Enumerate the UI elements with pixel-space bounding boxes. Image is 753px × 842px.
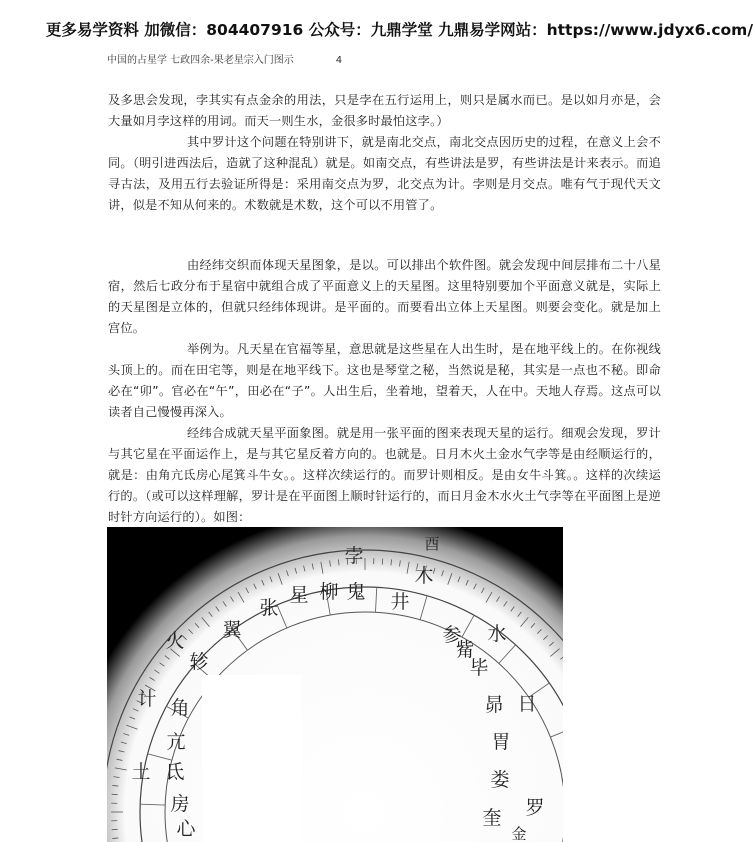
mansion-mao: 昴 [484, 694, 504, 716]
planet-label-you: 酉 [424, 535, 440, 553]
header-banner: 更多易学资料 加微信：804407916 公众号：九鼎学堂 九鼎易学网站：https://www.jdyx6.com/ [45, 21, 753, 39]
planet-label-shui: 水 [487, 623, 507, 645]
paragraph-4: 举例为。凡天星在官福等星，意思就是这些星在人出生时，是在地平线上的。在你视线头顶上的。而在田宅等，则是在地平线下。这也是琴堂之秘，当然说是秘，其实是一点也不秘。即命必在“卯”。官必在“午”，田必在“子”。人出生后，坐着地，望着天，人在中。天地人存焉。这点可以读者自己慢慢再深入。 [108, 342, 661, 419]
planet-label-luo: 罗 [525, 797, 545, 819]
paragraph-3: 由经纬交织而体现天星图象，是以。可以排出个软件图。就会发现中间层排布二十八星宿，然后七政分布于星宿中就组合成了平面意义上的天星图。这里特别要加个平面意义就是，实际上的天星图是立体的，但就只经纬体现讲。是平面的。而要看出立体上天星图。则要会变化。就是加上宫位。 [108, 258, 661, 335]
mansion-fang: 房 [170, 793, 190, 815]
text-block-upper [108, 90, 661, 216]
mansion-jiao: 角 [170, 697, 190, 719]
mansion-zhen: 轸 [189, 651, 209, 673]
mansion-di: 氐 [165, 761, 185, 783]
page-number: 4 [335, 55, 343, 66]
mansion-gui: 鬼 [346, 581, 366, 603]
planet-label-huo: 火 [165, 630, 185, 652]
paragraph-2: 其中罗计这个问题在特别讲下，就是南北交点，南北交点因历史的过程，在意义上会不同。（明引进西法后，造就了这种混乱）就是。如南交点，有些讲法是罗，有些讲法是计来表示。而追寻古法，及用五行去验证所得是：采用南交点为罗，北交点为计。孛则是月交点。唯有气于现代天文讲，似是不知从何来的。术数就是术数，这个可以不用管了。 [108, 135, 661, 212]
running-head-title: 中国的占星学 七政四余-果老星宗入门图示 [107, 55, 294, 66]
text-block-lower [108, 255, 661, 528]
mansion-jing: 井 [390, 591, 410, 613]
mansion-jin: 金 [511, 825, 527, 842]
mansion-liu: 柳 [319, 581, 339, 603]
center-blank [202, 675, 302, 842]
planet-label-ji: 计 [137, 688, 157, 710]
star-chart-svg [107, 527, 563, 842]
planet-label-bei: 孛 [344, 545, 364, 567]
paragraph-1: 及多思会发现，孛其实有点金余的用法，只是孛在五行运用上，则只是属水而已。是以如月亦是，会大量如月孛这样的用词。而天一则生水，金很多时最怕这孛。） [108, 93, 661, 128]
mansion-zhang: 张 [259, 597, 279, 619]
mansion-shen: 参 [442, 624, 462, 646]
mansion-wei: 胃 [491, 731, 511, 753]
mansion-zi: 觜 [455, 639, 475, 661]
planet-label-mu: 木 [414, 565, 434, 587]
mansion-xin: 心 [176, 818, 196, 840]
running-head [107, 51, 342, 66]
planet-label-ri: 日 [517, 693, 537, 715]
mansion-kang: 亢 [166, 731, 186, 753]
mansion-xing: 星 [289, 584, 309, 606]
star-chart-figure [107, 527, 563, 842]
planet-label-tu: 土 [131, 761, 151, 783]
mansion-lou: 娄 [490, 769, 510, 791]
mansion-kui: 奎 [482, 807, 502, 829]
paragraph-5: 经纬合成就天星平面象图。就是用一张平面的图来表现天星的运行。细观会发现，罗计与其它星在平面运作上，是与其它星反着方向的。也就是。日月木火土金水气孛等是由经顺运行的，就是：由角亢氐房心尾箕斗牛女。。这样次续运行的。而罗计则相反。是由女牛斗箕。。这样的次续运行的。（或可以这样理解，罗计是在平面图上顺时针运行的，而日月金木水火土气孛等在平面图上是逆时针方向运行的）。如图： [108, 426, 661, 524]
mansion-bi: 毕 [469, 657, 489, 679]
mansion-yi: 翼 [222, 619, 242, 641]
